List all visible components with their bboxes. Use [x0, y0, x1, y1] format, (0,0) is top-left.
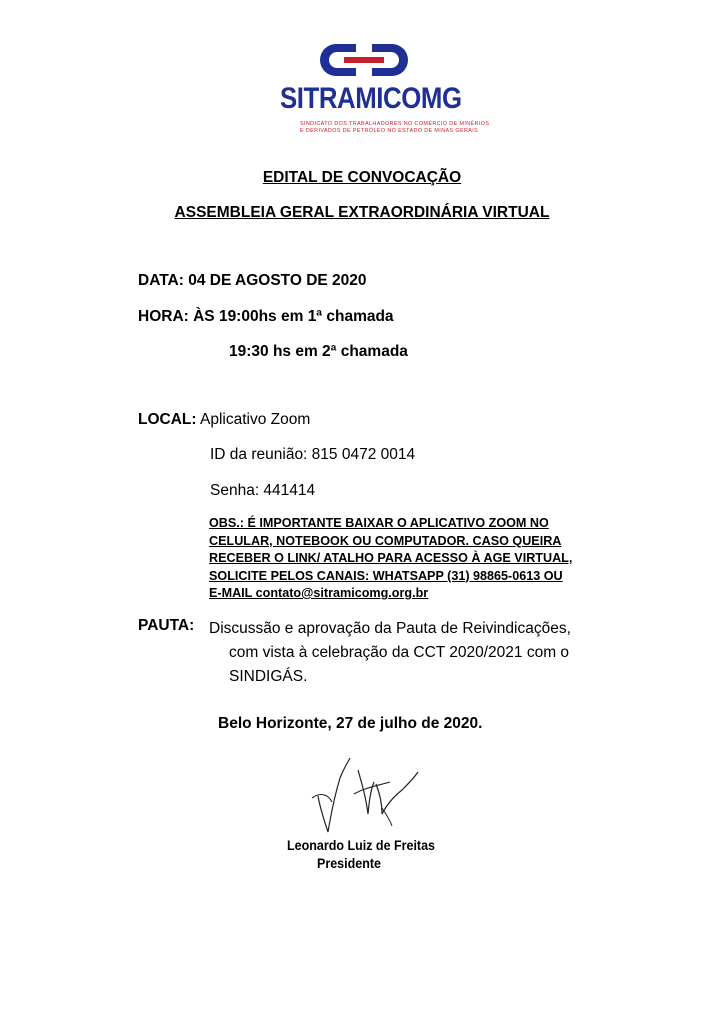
- document-subtitle: ASSEMBLEIA GERAL EXTRAORDINÁRIA VIRTUAL: [174, 204, 550, 221]
- meeting-id: ID da reunião: 815 0472 0014: [210, 446, 416, 463]
- handwritten-signature: [310, 748, 420, 834]
- observation-note: [209, 515, 609, 603]
- signer-name: Leonardo Luiz de Freitas: [287, 838, 436, 853]
- union-logo-subtitle-line1: SINDICATO DOS TRABALHADORES NO COMÉRCIO DE MINÉRIOS: [300, 121, 490, 127]
- signer-role: Presidente: [317, 856, 381, 871]
- document-title: EDITAL DE CONVOCAÇÃO: [262, 169, 462, 186]
- union-logo-subtitle-line2: E DERIVADOS DE PETRÓLEO NO ESTADO DE MINAS GERAIS: [300, 128, 479, 134]
- agenda-label: PAUTA:: [138, 617, 195, 634]
- meeting-time-second-call: 19:30 hs em 2ª chamada: [229, 343, 408, 360]
- meeting-time-first-call: HORA: ÀS 19:00hs em 1ª chamada: [138, 308, 394, 325]
- observation-line: SOLICITE PELOS CANAIS: WHATSAPP (31) 98865-0613 OU: [209, 568, 563, 583]
- agenda-text: [203, 617, 623, 689]
- agenda-line: com vista à celebração da CCT 2020/2021 com o: [229, 644, 570, 661]
- place-and-date: Belo Horizonte, 27 de julho de 2020.: [218, 715, 483, 732]
- union-logo-icon: [316, 40, 412, 80]
- agenda-line: SINDIGÁS.: [229, 668, 308, 685]
- observation-line: CELULAR, NOTEBOOK OU COMPUTADOR. CASO QUEIRA: [209, 533, 562, 548]
- location-value: Aplicativo Zoom: [200, 411, 311, 428]
- union-logo-name: SITRAMICOMG: [280, 82, 462, 115]
- meeting-location: [138, 411, 310, 429]
- observation-line: E-MAIL contato@sitramicomg.org.br: [209, 586, 429, 600]
- observation-line: RECEBER O LINK/ ATALHO PARA ACESSO À AGE VIRTUAL,: [209, 551, 573, 565]
- meeting-date: DATA: 04 DE AGOSTO DE 2020: [138, 272, 367, 289]
- observation-line: OBS.: É IMPORTANTE BAIXAR O APLICATIVO ZOOM NO: [209, 516, 549, 530]
- agenda-line: Discussão e aprovação da Pauta de Reivindicações,: [209, 620, 571, 637]
- meeting-password: Senha: 441414: [210, 482, 316, 499]
- location-label: LOCAL:: [138, 411, 197, 428]
